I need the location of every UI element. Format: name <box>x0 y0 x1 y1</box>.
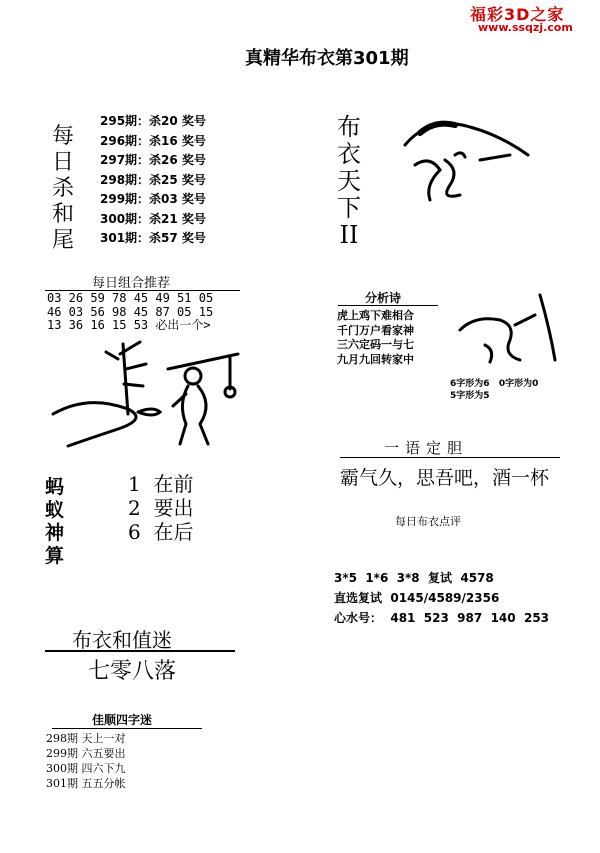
buyi-riddle-title: 布衣和值迷 <box>72 628 172 652</box>
bottom-picks <box>334 568 549 628</box>
poem-rows <box>337 309 414 367</box>
list-item: 心水号： 481 523 987 140 253 <box>334 611 550 625</box>
daily-combo-rows <box>47 292 213 333</box>
site-url[interactable]: www.ssqzj.com <box>478 21 573 34</box>
list-item: 6 在后 <box>128 520 194 544</box>
list-item: 6字形为6 0字形为0 <box>450 379 539 389</box>
list-item: 13 36 16 15 53 必出一个> <box>47 318 211 332</box>
one-phrase-answer: 霸气久，思吾吧，酒一杯 <box>340 467 550 489</box>
page-title: 真精华布衣第301期 <box>245 48 409 69</box>
daily-combo-heading: 每日组合推荐 <box>92 276 171 291</box>
buyi-riddle-answer: 七零八落 <box>88 659 177 684</box>
list-item: 三六定码一与七 <box>337 338 414 351</box>
figure-illustration <box>455 290 565 375</box>
list-item: 5字形为5 <box>450 391 490 401</box>
list-item: 虎上鸡下难相合 <box>337 309 414 322</box>
buyi-tianxia-title: 布 衣 天 下 II <box>337 113 361 249</box>
list-item: 千门万户看家神 <box>337 323 414 337</box>
list-item: 301期：杀57 奖号 <box>100 231 206 245</box>
daily-tail-label: 每 日 杀 和 尾 <box>51 124 74 253</box>
list-item: 299期：杀03 奖号 <box>100 192 206 206</box>
four-char-riddle-rows <box>46 731 126 791</box>
list-item: 298期：杀25 奖号 <box>100 172 206 187</box>
daily-tail-list <box>100 112 206 249</box>
divider <box>45 650 235 652</box>
list-item: 九月九回转家中 <box>337 352 414 366</box>
one-phrase-heading: 一语定胆 <box>384 439 469 457</box>
divider <box>338 305 438 306</box>
divider <box>340 457 560 458</box>
list-item: 1 在前 <box>128 472 194 496</box>
four-char-riddle-heading: 佳顺四字迷 <box>92 713 153 727</box>
list-item: 297期：杀26 奖号 <box>100 153 206 167</box>
list-item: 301期 五五分帐 <box>46 777 126 790</box>
peddler-illustration <box>48 334 248 452</box>
shape-notes <box>450 378 538 402</box>
list-item: 3*5 1*6 3*8 复试 4578 <box>334 571 494 585</box>
site-watermark: 福彩3D之家 <box>470 5 565 24</box>
list-item: 2 要出 <box>128 496 194 520</box>
list-item: 300期 四六下九 <box>46 762 126 775</box>
ant-calc-rows <box>128 472 193 544</box>
list-item: 03 26 59 78 45 49 51 05 <box>47 291 214 305</box>
list-item: 46 03 56 98 45 87 05 15 <box>47 304 214 319</box>
ant-calc-label: 蚂 蚁 神 算 <box>45 476 65 567</box>
poem-heading: 分析诗 <box>365 291 402 305</box>
list-item: 298期 天上一对 <box>46 732 126 745</box>
list-item: 300期：杀21 奖号 <box>100 211 206 226</box>
daily-comment-heading: 每日布衣点评 <box>395 515 461 528</box>
list-item: 296期：杀16 奖号 <box>100 133 206 148</box>
divider <box>52 728 202 729</box>
list-item: 295期：杀20 奖号 <box>100 114 206 128</box>
list-item: 直选复试 0145/4589/2356 <box>334 591 500 605</box>
list-item: 299期 六五要出 <box>46 747 126 760</box>
landscape-illustration <box>400 115 530 215</box>
